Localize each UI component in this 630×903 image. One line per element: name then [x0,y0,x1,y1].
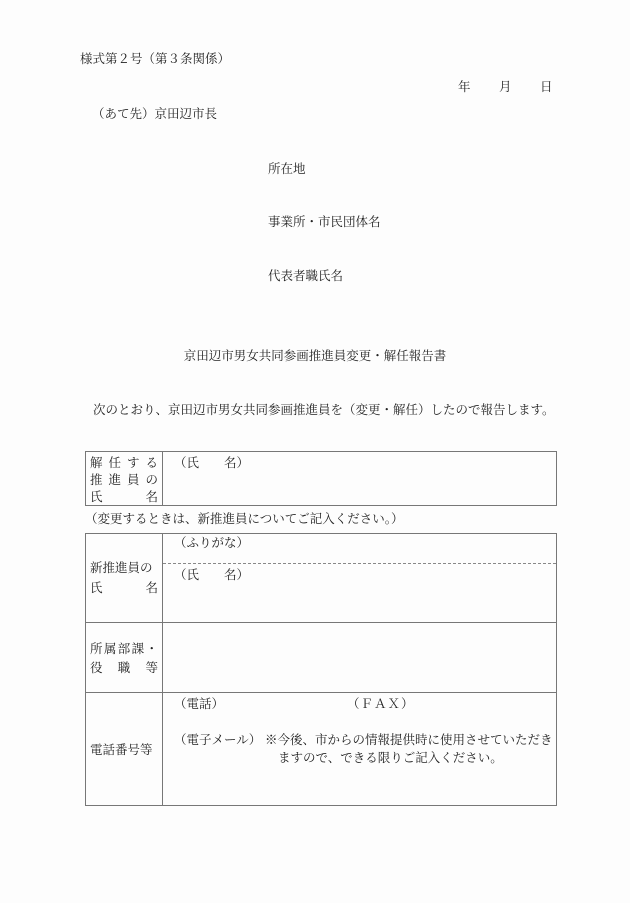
new-name-caption: （氏 名） [174,567,250,582]
label-char: 推 [90,472,103,487]
phone-caption: （電話） [174,696,225,711]
new-promoter-note: （変更するときは、新推進員についてご記入ください。） [85,511,404,526]
label-char: 進 [108,472,121,487]
fax-caption: （ＦＡＸ） [347,696,415,711]
dismissed-promoter-table [85,451,557,506]
dismissed-promoter-label [86,452,163,506]
furigana-divider [163,563,556,564]
label-char: 員 [126,472,140,487]
label-char: 所 [90,640,103,656]
date-day-label: 日 [540,79,553,94]
label-char: 氏 [90,580,103,595]
contact-field[interactable] [163,693,557,806]
label-char: 役 [90,659,103,675]
sender-representative-label: 代表者職氏名 [268,268,344,283]
email-caption: （電子メール） [174,732,262,747]
contact-label [86,693,163,806]
label-char: る [145,455,158,470]
department-position-label [86,623,163,693]
label-char: 名 [145,489,158,504]
form-number: 様式第２号（第３条関係） [80,51,231,66]
email-note-line2: ますので、できる限りご記入ください。 [278,750,503,765]
label-char: 名 [145,580,158,595]
label-char: す [126,455,140,470]
department-position-field[interactable] [163,623,557,693]
label-char: 部 [117,640,131,656]
addressee: （あて先）京田辺市長 [92,106,218,121]
date-year-label: 年 [458,79,471,94]
label-char: 解 [90,455,103,470]
new-promoter-table [85,533,557,806]
label-char: 職 [117,659,131,675]
label-char: 属 [103,640,117,656]
email-note-line1: ※今後、市からの情報提供時に使用させていただき [265,732,553,747]
date-month-label: 月 [499,79,512,94]
contact-label-text: 電話番号等 [90,742,153,757]
sender-address-label: 所在地 [268,161,306,176]
new-promoter-name-field[interactable] [163,534,557,623]
label-char: の [145,472,158,487]
label-char: 氏 [90,489,103,504]
label-char: 課 [131,640,145,656]
intro-text: 次のとおり、京田辺市男女共同参画推進員を（変更・解任）したので報告します。 [93,402,555,417]
label-char: 等 [145,659,158,675]
new-promoter-name-label [86,534,163,623]
dismissed-name-caption: （氏 名） [174,455,250,470]
furigana-caption: （ふりがな） [174,535,250,550]
label-char: ・ [145,640,158,656]
document-title: 京田辺市男女共同参画推進員変更・解任報告書 [183,348,447,363]
sender-organization-label: 事業所・市民団体名 [268,214,381,229]
dismissed-name-field[interactable] [163,452,557,506]
label-char: 任 [108,455,121,470]
label-line: 新推進員の [90,560,153,575]
